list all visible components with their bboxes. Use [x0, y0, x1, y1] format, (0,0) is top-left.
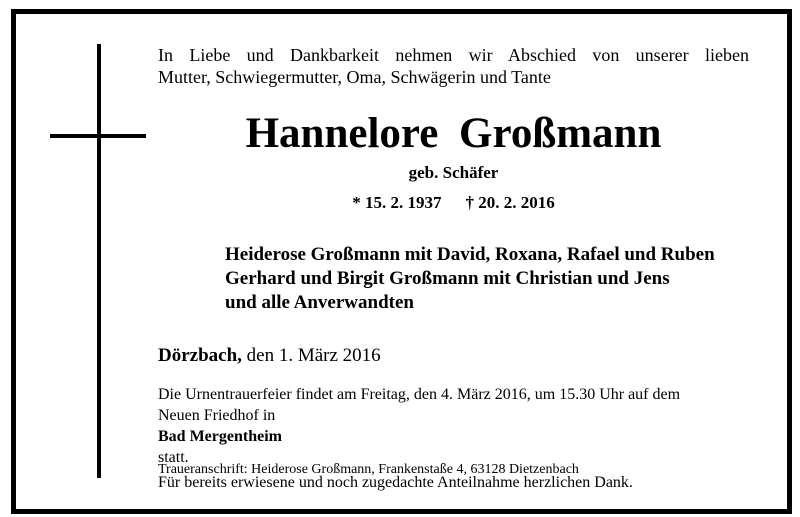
intro-line-2: Mutter, Schwiegermutter, Oma, Schwägerin und Tante — [158, 67, 551, 87]
cross-icon-horizontal — [50, 134, 146, 138]
ceremony-line-2 — [158, 405, 758, 468]
mourner-line: und alle Anverwandten — [225, 292, 414, 313]
place-date — [158, 345, 381, 367]
mourning-address: Traueranschrift: Heiderose Großmann, Frankenstaße 4, 63128 Dietzenbach — [158, 462, 579, 477]
ceremony-line-1: Die Urnentrauerfeier findet am Freitag, den 4. März 2016, um 15.30 Uhr auf dem — [158, 386, 681, 403]
intro-text — [158, 44, 749, 88]
ceremony-suffix: statt. — [158, 449, 189, 466]
mourners-list — [225, 243, 715, 315]
thanks-line: Für bereits erwiesene und noch zugedachte Anteilnahme herzlichen Dank. — [158, 474, 633, 491]
ceremony-city: Bad Mergentheim — [158, 428, 282, 445]
mourner-line: Heiderose Großmann mit David, Roxana, Rafael und Ruben — [225, 244, 715, 265]
birth-date: * 15. 2. 1937 — [352, 193, 442, 212]
date: den 1. März 2016 — [246, 345, 381, 366]
birth-name: geb. Schäfer — [408, 163, 499, 182]
death-date: † 20. 2. 2016 — [465, 193, 555, 212]
ceremony-prefix: Neuen Friedhof in — [158, 407, 276, 424]
place: Dörzbach, — [158, 345, 242, 366]
cross-icon-vertical — [97, 44, 101, 478]
deceased-name: Hannelore Großmann — [245, 110, 662, 157]
mourner-line: Gerhard und Birgit Großmann mit Christian und Jens — [225, 268, 670, 289]
intro-line-1: In Liebe und Dankbarkeit nehmen wir Abschied von unserer lieben — [158, 45, 749, 65]
life-dates — [158, 193, 749, 213]
